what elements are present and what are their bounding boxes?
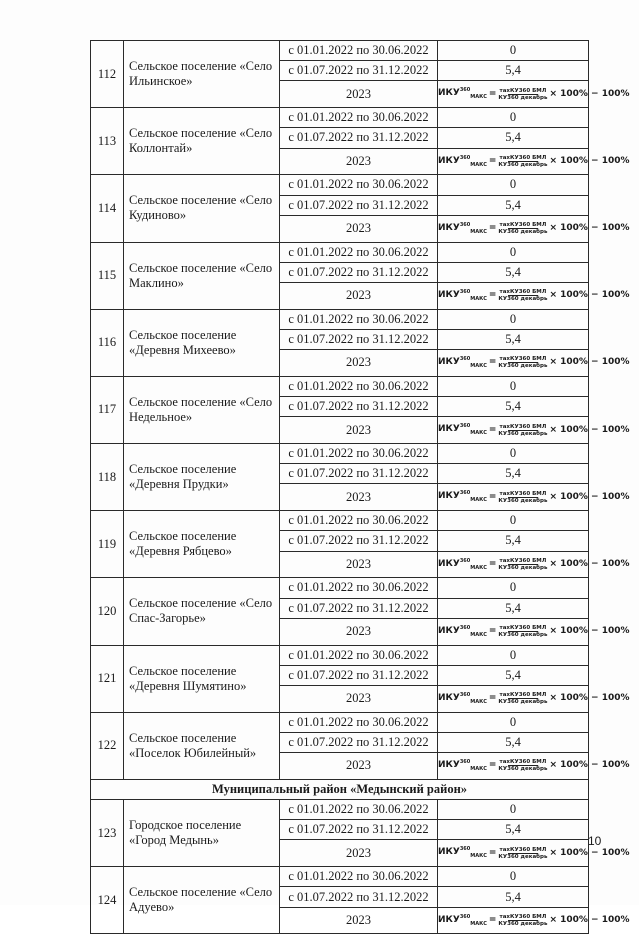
table-row [91,578,589,598]
settlement-name: Сельское поселение «Село Недельное» [124,376,280,443]
formula-fraction [498,88,547,101]
formula-lhs-sub: МАКС [470,362,487,369]
formula-denominator: КУ360 декабрь [498,161,548,168]
settlement-number: 117 [91,376,124,443]
formula-cell [438,282,630,309]
formula-lhs: $ИКУ^{360}_{МАКС}$ [438,846,487,860]
formula-denominator: КУ360 декабрь [498,853,548,860]
period-cell: 2023 [280,618,438,645]
formula-tail: × 100% − 100% [549,847,630,858]
settlement-name: Сельское поселение «Село Адуево» [124,867,280,934]
formula-lhs-sup: 360 [459,846,471,853]
settlement-number: 112 [91,41,124,108]
formula-tail: × 100% − 100% [549,558,630,569]
page-number: 10 [588,834,602,848]
settlement-name: Городское поселение «Город Медынь» [124,800,280,867]
value-cell: 0 [438,800,589,820]
formula-lhs-sub: МАКС [470,430,487,437]
value-cell: 5,4 [438,128,589,148]
table-row [91,444,589,464]
formula-tail: × 100% − 100% [549,626,630,637]
formula-lhs-sup: 360 [459,356,471,363]
formula-cell [438,753,630,780]
value-cell: 0 [438,242,589,262]
formula-equals: = [488,357,497,368]
settlement-name: Сельское поселение «Деревня Михеево» [124,309,280,376]
formula-fraction [498,692,547,705]
formula-numerator: тахКУ360 БМЛ [499,423,547,430]
period-cell: с 01.01.2022 по 30.06.2022 [280,108,438,128]
period-cell: 2023 [280,484,438,511]
period-cell: 2023 [280,551,438,578]
formula-denominator: КУ360 декабрь [498,497,548,504]
value-cell: 0 [438,645,589,665]
formula-tail: × 100% − 100% [549,424,630,435]
value-cell: 5,4 [438,887,589,907]
formula-cell [438,81,630,108]
formula-lhs: $ИКУ^{360}_{МАКС}$ [438,87,487,101]
formula-tail: × 100% − 100% [549,290,630,301]
tariff-table [90,40,630,934]
formula-lhs: $ИКУ^{360}_{МАКС}$ [438,624,487,638]
formula-equals: = [488,424,497,435]
settlement-name: Сельское поселение «Село Кудиново» [124,175,280,242]
table-row [91,712,589,732]
formula-expression [438,686,630,712]
formula-lhs-sub: МАКС [470,631,487,638]
period-cell: с 01.01.2022 по 30.06.2022 [280,645,438,665]
formula-lhs-sup: 360 [459,221,471,228]
formula-cell [438,551,630,578]
formula-expression [438,149,630,175]
formula-lhs-sup: 360 [459,691,471,698]
formula-equals: = [488,155,497,166]
formula-lhs-sub: МАКС [470,295,487,302]
formula-numerator: тахКУ360 БМЛ [499,846,547,853]
formula-denominator: КУ360 декабрь [498,296,548,303]
value-cell: 0 [438,41,589,61]
value-cell: 0 [438,175,589,195]
formula-denominator: КУ360 декабрь [498,229,548,236]
period-cell: с 01.07.2022 по 31.12.2022 [280,195,438,215]
formula-equals: = [488,693,497,704]
formula-lhs: $ИКУ^{360}_{МАКС}$ [438,356,487,369]
formula-lhs-sup: 360 [459,624,471,631]
period-cell: с 01.07.2022 по 31.12.2022 [280,329,438,349]
formula-lhs: $ИКУ^{360}_{МАКС}$ [438,490,487,504]
formula-lhs: $ИКУ^{360}_{МАКС}$ [438,288,487,302]
period-cell: 2023 [280,350,438,377]
value-cell: 5,4 [438,665,589,685]
formula-lhs-sub: МАКС [470,228,487,235]
formula-equals: = [488,558,497,569]
period-cell: с 01.01.2022 по 30.06.2022 [280,712,438,732]
formula-numerator: тахКУ360 БМЛ [499,222,547,229]
formula-denominator: КУ360 декабрь [498,921,548,928]
settlement-name: Сельское поселение «Деревня Прудки» [124,444,280,511]
settlement-number: 120 [91,578,124,645]
period-cell: с 01.01.2022 по 30.06.2022 [280,242,438,262]
table-row [91,800,589,820]
period-cell: с 01.07.2022 по 31.12.2022 [280,464,438,484]
formula-equals: = [488,290,497,301]
formula-denominator: КУ360 декабрь [498,363,548,370]
formula-tail: × 100% − 100% [549,88,630,99]
period-cell: с 01.01.2022 по 30.06.2022 [280,800,438,820]
period-cell: с 01.01.2022 по 30.06.2022 [280,578,438,598]
formula-lhs: $ИКУ^{360}_{МАКС}$ [438,423,487,437]
formula-expression [438,216,630,242]
formula-fraction [498,625,547,638]
table-row [91,108,589,128]
period-cell: 2023 [280,417,438,444]
formula-cell [438,215,630,242]
settlement-name: Сельское поселение «Деревня Шумятино» [124,645,280,712]
formula-tail: × 100% − 100% [549,760,630,771]
period-cell: 2023 [280,81,438,108]
formula-expression [438,283,630,309]
formula-cell [438,148,630,175]
formula-numerator: тахКУ360 БМЛ [499,87,547,94]
formula-numerator: тахКУ360 БМЛ [499,625,547,632]
formula-cell [438,618,630,645]
period-cell: с 01.01.2022 по 30.06.2022 [280,376,438,396]
formula-cell [438,685,630,712]
period-cell: с 01.07.2022 по 31.12.2022 [280,61,438,81]
formula-tail: × 100% − 100% [549,223,630,234]
value-cell: 0 [438,376,589,396]
value-cell: 5,4 [438,732,589,752]
formula-equals: = [488,491,497,502]
region-row [91,779,589,799]
formula-lhs: $ИКУ^{360}_{МАКС}$ [438,759,487,772]
settlement-number: 121 [91,645,124,712]
formula-equals: = [488,223,497,234]
formula-fraction [498,914,547,927]
formula-denominator: КУ360 декабрь [498,94,548,101]
settlement-name: Сельское поселение «Село Ильинское» [124,41,280,108]
formula-expression [438,417,630,443]
formula-fraction [498,847,547,860]
value-cell: 0 [438,108,589,128]
period-cell: 2023 [280,215,438,242]
period-cell: с 01.07.2022 по 31.12.2022 [280,531,438,551]
formula-equals: = [488,847,497,858]
formula-fraction [498,759,547,772]
formula-cell [438,417,630,444]
formula-denominator: КУ360 декабрь [498,430,548,437]
period-cell: с 01.07.2022 по 31.12.2022 [280,820,438,840]
formula-numerator: тахКУ360 БМЛ [499,289,547,296]
settlement-name: Сельское поселение «Село Маклино» [124,242,280,309]
period-cell: 2023 [280,840,438,867]
formula-numerator: тахКУ360 БМЛ [499,759,547,766]
settlement-number: 124 [91,867,124,934]
formula-cell [438,840,630,867]
formula-denominator: КУ360 декабрь [498,564,548,571]
settlement-number: 115 [91,242,124,309]
formula-lhs-sup: 360 [459,87,471,94]
settlement-number: 123 [91,800,124,867]
formula-lhs-sup: 360 [459,913,471,920]
formula-lhs-sub: МАКС [470,853,487,860]
formula-lhs-sup: 360 [459,759,471,766]
formula-tail: × 100% − 100% [549,491,630,502]
period-cell: с 01.07.2022 по 31.12.2022 [280,732,438,752]
value-cell: 5,4 [438,820,589,840]
formula-lhs-sub: МАКС [470,564,487,571]
formula-numerator: тахКУ360 БМЛ [499,557,547,564]
settlement-number: 116 [91,309,124,376]
value-cell: 5,4 [438,329,589,349]
formula-lhs-sup: 360 [459,557,471,564]
formula-cell [438,907,630,934]
value-cell: 0 [438,444,589,464]
formula-equals: = [488,760,497,771]
table-row [91,376,589,396]
table-row [91,511,589,531]
formula-fraction [498,222,547,235]
formula-lhs-sub: МАКС [470,161,487,168]
formula-cell [438,350,630,377]
formula-tail: × 100% − 100% [549,915,630,926]
period-cell: с 01.01.2022 по 30.06.2022 [280,511,438,531]
formula-tail: × 100% − 100% [549,155,630,166]
formula-expression [438,81,630,107]
formula-lhs-sub: МАКС [470,94,487,101]
formula-numerator: тахКУ360 БМЛ [499,914,547,921]
formula-numerator: тахКУ360 БМЛ [499,154,547,161]
formula-numerator: тахКУ360 БМЛ [499,692,547,699]
table-row [91,242,589,262]
period-cell: с 01.01.2022 по 30.06.2022 [280,867,438,887]
value-cell: 0 [438,712,589,732]
settlement-name: Сельское поселение «Поселок Юбилейный» [124,712,280,779]
formula-expression [438,350,630,376]
formula-fraction [498,558,547,571]
formula-fraction [498,155,547,168]
formula-lhs-sup: 360 [459,154,471,161]
formula-expression [438,908,630,934]
formula-expression [438,753,630,779]
region-heading: Муниципальный район «Медынский район» [91,779,589,799]
period-cell: с 01.07.2022 по 31.12.2022 [280,397,438,417]
settlement-number: 113 [91,108,124,175]
table-row [91,175,589,195]
value-cell: 5,4 [438,195,589,215]
period-cell: 2023 [280,907,438,934]
formula-lhs-sup: 360 [459,490,471,497]
formula-lhs-sub: МАКС [470,698,487,705]
value-cell: 5,4 [438,531,589,551]
formula-equals: = [488,626,497,637]
formula-tail: × 100% − 100% [549,357,630,368]
table-row [91,867,589,887]
period-cell: 2023 [280,685,438,712]
period-cell: с 01.07.2022 по 31.12.2022 [280,262,438,282]
period-cell: 2023 [280,282,438,309]
table-row [91,41,589,61]
settlement-name: Сельское поселение «Село Спас-Загорье» [124,578,280,645]
formula-expression [438,484,630,510]
formula-lhs: $ИКУ^{360}_{МАКС}$ [438,691,487,705]
period-cell: с 01.07.2022 по 31.12.2022 [280,665,438,685]
value-cell: 0 [438,511,589,531]
table-body [91,41,630,934]
settlement-number: 114 [91,175,124,242]
period-cell: с 01.07.2022 по 31.12.2022 [280,887,438,907]
formula-equals: = [488,88,497,99]
settlement-name: Сельское поселение «Село Коллонтай» [124,108,280,175]
period-cell: с 01.01.2022 по 30.06.2022 [280,444,438,464]
formula-numerator: тахКУ360 БМЛ [499,356,547,363]
value-cell: 5,4 [438,61,589,81]
formula-denominator: КУ360 декабрь [498,766,548,773]
formula-lhs-sub: МАКС [470,765,487,772]
formula-fraction [498,491,547,504]
value-cell: 0 [438,578,589,598]
formula-denominator: КУ360 декабрь [498,699,548,706]
value-cell: 5,4 [438,397,589,417]
settlement-number: 122 [91,712,124,779]
period-cell: с 01.07.2022 по 31.12.2022 [280,598,438,618]
value-cell: 5,4 [438,262,589,282]
period-cell: с 01.01.2022 по 30.06.2022 [280,41,438,61]
formula-expression [438,619,630,645]
period-cell: с 01.01.2022 по 30.06.2022 [280,175,438,195]
formula-lhs-sub: МАКС [470,497,487,504]
formula-lhs: $ИКУ^{360}_{МАКС}$ [438,154,487,168]
formula-tail: × 100% − 100% [549,693,630,704]
formula-lhs: $ИКУ^{360}_{МАКС}$ [438,557,487,571]
formula-equals: = [488,915,497,926]
formula-lhs-sup: 360 [459,423,471,430]
formula-lhs-sup: 360 [459,288,471,295]
formula-fraction [498,289,547,302]
settlement-number: 118 [91,444,124,511]
formula-cell [438,484,630,511]
settlement-name: Сельское поселение «Деревня Рябцево» [124,511,280,578]
period-cell: с 01.01.2022 по 30.06.2022 [280,309,438,329]
formula-lhs: $ИКУ^{360}_{МАКС}$ [438,913,487,927]
table-row [91,309,589,329]
value-cell: 5,4 [438,598,589,618]
formula-lhs-sub: МАКС [470,920,487,927]
formula-fraction [498,424,547,437]
formula-fraction [498,356,547,369]
formula-numerator: тахКУ360 БМЛ [499,490,547,497]
period-cell: 2023 [280,753,438,780]
period-cell: 2023 [280,148,438,175]
formula-expression [438,552,630,578]
value-cell: 0 [438,867,589,887]
table-row [91,645,589,665]
formula-lhs: $ИКУ^{360}_{МАКС}$ [438,221,487,235]
value-cell: 5,4 [438,464,589,484]
value-cell: 0 [438,309,589,329]
settlement-number: 119 [91,511,124,578]
formula-denominator: КУ360 декабрь [498,632,548,639]
period-cell: с 01.07.2022 по 31.12.2022 [280,128,438,148]
